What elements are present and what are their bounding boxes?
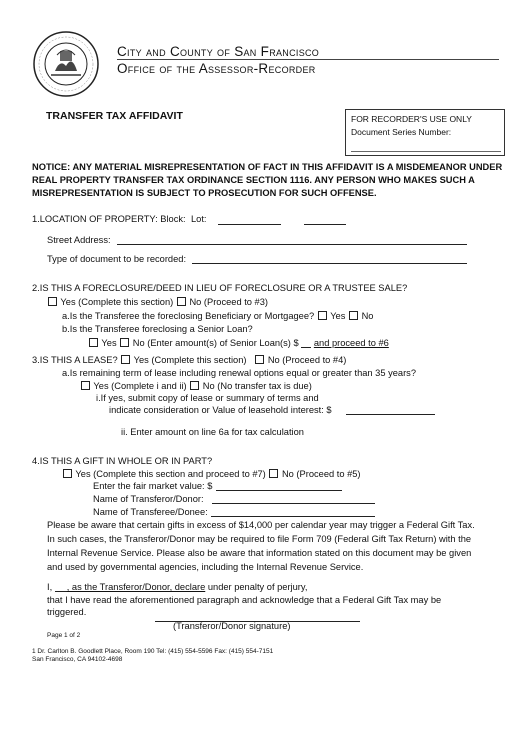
- header-office-title: Office of the Assessor-Recorder: [117, 61, 316, 76]
- section2b-no-checkbox[interactable]: [120, 338, 129, 347]
- leasehold-dollar-sign: $: [326, 405, 332, 415]
- section2-yes-label: Yes (Complete this section): [60, 297, 174, 307]
- fair-market-value-field[interactable]: [216, 480, 342, 491]
- section3a-yes-label: Yes (Complete i and ii): [93, 381, 187, 391]
- lot-label: Lot:: [191, 214, 207, 224]
- section3a-yes-checkbox[interactable]: [81, 381, 90, 390]
- section3-yes-checkbox[interactable]: [121, 355, 130, 364]
- declaration-line3: triggered.: [47, 607, 87, 617]
- section3a-question: a.Is remaining term of lease including renewal options equal or greater than 35 years?: [62, 368, 417, 378]
- notice-text: NOTICE: ANY MATERIAL MISREPRESENTATION OF FACT IN THIS AFFIDAVIT IS A MISDEMEANOR UNDER REAL PROPERTY TRANSFER TAX ORDINANCE SECTION 1116. ANY PERSON WHO MAKES SUCH A MISREPRESENTATION IS SUBJECT TO PROSECUTION FOR SUCH OFFENSE.: [32, 162, 503, 198]
- fair-market-value-label: Enter the fair market value:: [93, 481, 205, 491]
- footer-address-line1: 1 Dr. Carlton B. Goodlett Place, Room 190 Tel: (415) 554-5596 Fax: (415) 554-7151: [32, 648, 274, 655]
- section2-yes-checkbox[interactable]: [48, 297, 57, 306]
- section3-ii-text: ii. Enter amount on line 6a for tax calculation: [121, 427, 304, 437]
- fair-market-value-row: [93, 481, 212, 491]
- section3-no-checkbox[interactable]: [255, 355, 264, 364]
- transferee-name-field[interactable]: [211, 506, 375, 517]
- section2a-yes-checkbox[interactable]: [318, 311, 327, 320]
- section4-heading: 4.IS THIS A GIFT IN WHOLE OR IN PART?: [32, 456, 213, 466]
- document-series-field[interactable]: [351, 151, 501, 152]
- section3-yes-label: Yes (Complete this section): [133, 355, 247, 365]
- section2a-yes-label: Yes: [330, 311, 346, 321]
- section2-heading: 2.IS THIS A FORECLOSURE/DEED IN LIEU OF FORECLOSURE OR A TRUSTEE SALE?: [32, 283, 408, 293]
- document-type-field[interactable]: [192, 253, 467, 264]
- section3-i-line2: [109, 405, 332, 415]
- senior-loan-amount-field[interactable]: [301, 337, 311, 348]
- city-seal-logo: [33, 31, 99, 97]
- header-city-title: City and County of San Francisco: [117, 44, 320, 59]
- section4-no-checkbox[interactable]: [269, 469, 278, 478]
- section4-yes-checkbox[interactable]: [63, 469, 72, 478]
- document-series-label: Document Series Number:: [351, 127, 452, 137]
- declaration-line2: that I have read the aforementioned paragraph and acknowledge that a Federal Gift Tax may be: [47, 595, 442, 605]
- section4-yes-label: Yes (Complete this section and proceed to #7): [75, 469, 266, 479]
- gift-tax-paragraph: Please be aware that certain gifts in excess of $14,000 per calendar year may trigger a Federal Gift Tax. In such cases, the Transferor/Donor may be required to file Form 709 (Federal Gift Tax Return) with the Internal Revenue Service. Please also be aware that information stated on this document may be given and used by governmental agencies, including the Internal Revenue Service.: [47, 520, 475, 572]
- section2a-no-label: No: [361, 311, 374, 321]
- section2-no-label: No (Proceed to #3): [189, 297, 268, 307]
- street-address-field[interactable]: [117, 234, 467, 245]
- block-field[interactable]: [218, 214, 281, 225]
- declaration-role: , as the Transferor/Donor, declare: [66, 582, 206, 592]
- section2a-question: a.Is the Transferee the foreclosing Beneficiary or Mortgagee?: [62, 311, 315, 321]
- street-address-label: Street Address:: [47, 235, 111, 245]
- leasehold-value-field[interactable]: [346, 404, 435, 415]
- signature-label: (Transferor/Donor signature): [173, 621, 291, 631]
- section3a-no-checkbox[interactable]: [190, 381, 199, 390]
- senior-loan-dollar-sign: $: [293, 338, 299, 348]
- section4-no-label: No (Proceed to #5): [281, 469, 361, 479]
- section2-options: [47, 297, 268, 307]
- page-number: Page 1 of 2: [47, 632, 81, 639]
- section2b-yes-label: Yes: [101, 338, 117, 348]
- section3a-row: [80, 381, 312, 391]
- section3-heading: 3.IS THIS A LEASE?: [32, 355, 118, 365]
- form-title: TRANSFER TAX AFFIDAVIT: [46, 110, 183, 122]
- section3-i-line1: i.If yes, submit copy of lease or summary of terms and: [96, 393, 319, 403]
- lot-field[interactable]: [304, 214, 346, 225]
- section2b-row: [88, 337, 389, 348]
- section2b-no-label: No (Enter amount(s) of Senior Loan(s): [132, 338, 291, 348]
- declarant-name-field[interactable]: [55, 581, 67, 592]
- section2b-proceed-label: and proceed to #6: [313, 338, 389, 348]
- transferor-name-label: Name of Transferor/Donor:: [93, 494, 204, 504]
- declaration-i: I,: [47, 582, 53, 592]
- section2a-no-checkbox[interactable]: [349, 311, 358, 320]
- footer-address-line2: San Francisco, CA 94102-4698: [32, 656, 123, 663]
- transferor-name-field[interactable]: [212, 493, 375, 504]
- fair-market-value-dollar-sign: $: [207, 481, 213, 491]
- header-rule: [117, 59, 499, 60]
- section3-row: [32, 355, 346, 365]
- section2-no-checkbox[interactable]: [177, 297, 186, 306]
- document-type-label: Type of document to be recorded:: [47, 254, 187, 264]
- declaration-perjury: under penalty of perjury,: [205, 582, 308, 592]
- section1-heading: 1.LOCATION OF PROPERTY: Block:: [32, 214, 186, 224]
- declaration-line1: [47, 581, 307, 592]
- section3-no-label: No (Proceed to #4): [267, 355, 347, 365]
- section2b-question: b.Is the Transferee foreclosing a Senior Loan?: [62, 324, 253, 334]
- section2b-yes-checkbox[interactable]: [89, 338, 98, 347]
- section4-options: [62, 469, 361, 479]
- section3a-no-label: No (No transfer tax is due): [202, 381, 312, 391]
- transferee-name-label: Name of Transferee/Donee:: [93, 507, 208, 517]
- recorder-use-label: FOR RECORDER'S USE ONLY: [351, 114, 472, 124]
- section2a-row: [62, 311, 373, 321]
- leasehold-label: indicate consideration or Value of leasehold interest:: [109, 405, 324, 415]
